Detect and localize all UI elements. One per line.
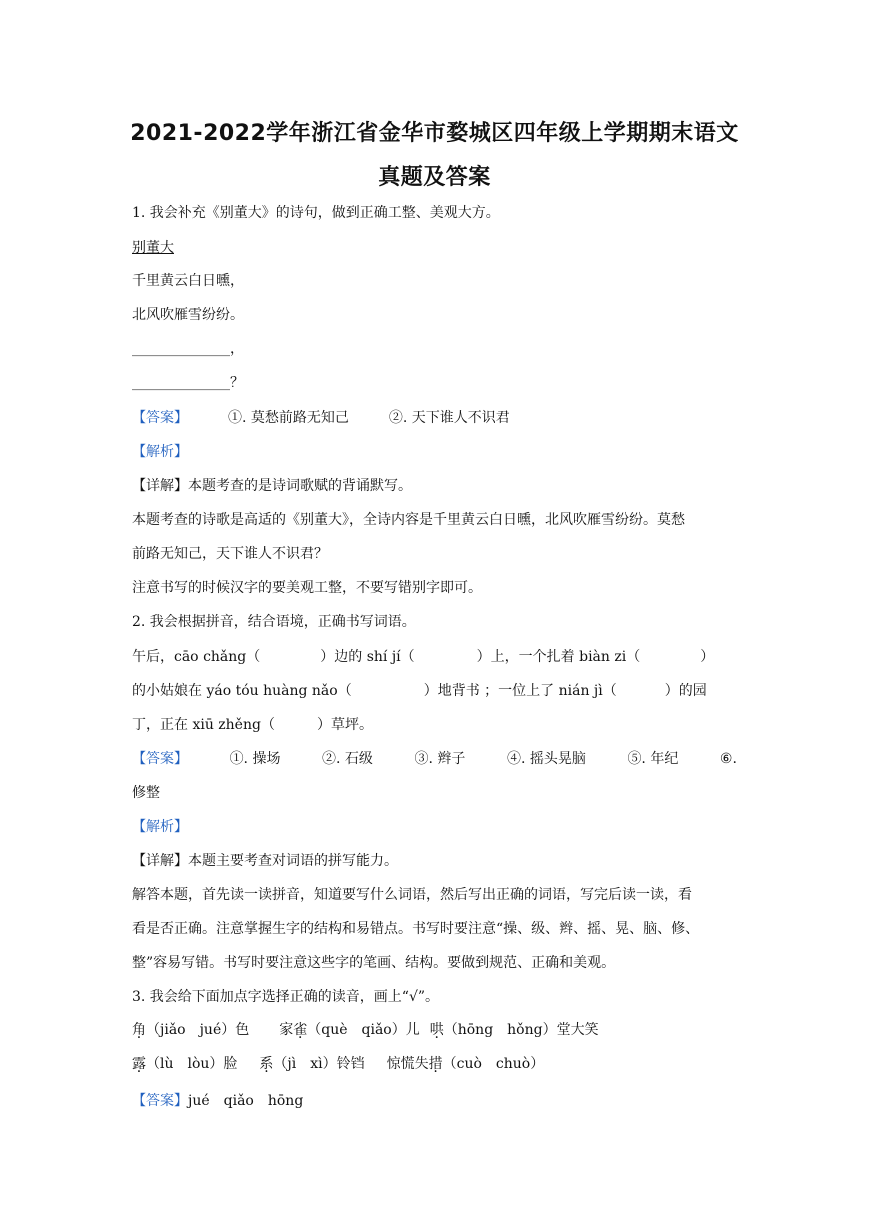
- q2-seg: ）: [700, 649, 715, 665]
- q2-para-b: 看是否正确。注意掌握生字的结构和易错点。书写时要注意“操、级、辫、摇、晃、脑、修、: [132, 921, 700, 937]
- q3-seg: （jì xì）铃铛: [273, 1056, 365, 1072]
- q2-answer-wrap: 修整: [132, 785, 160, 801]
- q1-blank2: ______________？: [132, 375, 244, 391]
- q2-text-line3: 丁，正在 xiū zhěng（ ）草坪。: [132, 717, 373, 733]
- document-title: 2021-2022学年浙江省金华市婺城区四年级上学期期末语文: [130, 121, 739, 146]
- q1-detail: 【详解】本题考查的是诗词歌赋的背诵默写。: [132, 478, 412, 494]
- q2-answer: ③. 辫子: [414, 751, 466, 767]
- q2-text-line1: [132, 648, 714, 666]
- q3-stem: 3. 我会给下面加点字选择正确的读音，画上“√”。: [132, 989, 440, 1005]
- q2-text-line2: [132, 682, 707, 700]
- q2-answer: ①. 操场: [229, 751, 281, 767]
- q1-answer-a: ①. 莫愁前路无知己: [228, 410, 349, 426]
- q2-seg: ）上，一个扎着 biàn zi（: [476, 649, 641, 665]
- q2-answer: ⑥.: [719, 751, 737, 767]
- q1-answer-b: ②. 天下谁人不识君: [388, 410, 510, 426]
- q3-dotted-char: 角: [132, 1022, 146, 1038]
- q2-seg: ）的园: [664, 683, 707, 699]
- q1-poem-line2: 北风吹雁雪纷纷。: [132, 307, 244, 323]
- q3-seg: （cuò chuò）: [442, 1056, 545, 1072]
- q3-dotted-char: 露: [132, 1056, 146, 1072]
- q3-answer: jué qiǎo hōng: [188, 1093, 304, 1109]
- q1-poem-title: 别董大: [132, 240, 174, 256]
- q2-answer: ⑤. 年纪: [627, 751, 679, 767]
- q3-dotted-char: 哄: [429, 1022, 444, 1038]
- q1-para1-b: 前路无知己，天下谁人不识君？: [132, 546, 328, 562]
- q3-seg: 家: [279, 1022, 294, 1038]
- q2-analysis-tag: 【解析】: [132, 819, 188, 835]
- document-title-line2: 真题及答案: [378, 165, 491, 190]
- q3-seg: （hōng hǒng）堂大笑: [443, 1022, 599, 1038]
- q1-blank1: ______________，: [132, 341, 244, 357]
- q2-stem: 2. 我会根据拼音，结合语境，正确书写词语。: [132, 614, 416, 630]
- q3-seg: （què qiǎo）儿: [307, 1022, 420, 1038]
- q2-para-c: 整”容易写错。书写时要注意这些字的笔画、结构。要做到规范、正确和美观。: [132, 955, 616, 971]
- q1-poem-line1: 千里黄云白日曛，: [132, 273, 244, 289]
- q1-analysis-tag: 【解析】: [132, 444, 188, 460]
- q2-seg: 午后，cāo chǎng（: [132, 649, 261, 665]
- q3-row1: [132, 1021, 599, 1039]
- q3-dotted-char: 雀: [293, 1022, 308, 1038]
- q1-para2: 注意书写的时候汉字的要美观工整，不要写错别字即可。: [132, 580, 482, 596]
- q3-seg: 惊慌失: [386, 1056, 429, 1072]
- q3-row2: [132, 1055, 544, 1073]
- q2-para-a: 解答本题，首先读一读拼音，知道要写什么词语，然后写出正确的词语，写完后读一读，看: [132, 887, 692, 903]
- q2-answer-line: [132, 750, 737, 768]
- q2-seg: ）地背书 ；一位上了 nián jì（: [423, 683, 617, 699]
- q2-answer: ②. 石级: [322, 751, 373, 767]
- q1-answer-line: [132, 409, 510, 427]
- q3-answer-line: [132, 1092, 303, 1110]
- q2-seg: 的小姑娘在 yáo tóu huàng nǎo（: [132, 683, 352, 699]
- q3-dotted-char: 措: [428, 1056, 443, 1072]
- q2-detail: 【详解】本题主要考查对词语的拼写能力。: [132, 853, 398, 869]
- answer-tag: 【答案】: [132, 1093, 188, 1109]
- q3-seg: （jiǎo jué）色: [146, 1022, 250, 1038]
- q1-para1-a: 本题考查的诗歌是高适的《别董大》，全诗内容是千里黄云白日曛，北风吹雁雪纷纷。莫愁: [132, 512, 685, 528]
- answer-tag: 【答案】: [132, 751, 188, 767]
- answer-tag: 【答案】: [132, 410, 188, 426]
- q3-seg: （lù lòu）脸: [146, 1056, 238, 1072]
- q2-seg: ）边的 shí jí（: [320, 649, 415, 665]
- q3-dotted-char: 系: [259, 1056, 274, 1072]
- q2-answer: ④. 摇头晃脑: [506, 751, 586, 767]
- q1-stem: 1. 我会补充《别董大》的诗句，做到正确工整、美观大方。: [132, 205, 500, 221]
